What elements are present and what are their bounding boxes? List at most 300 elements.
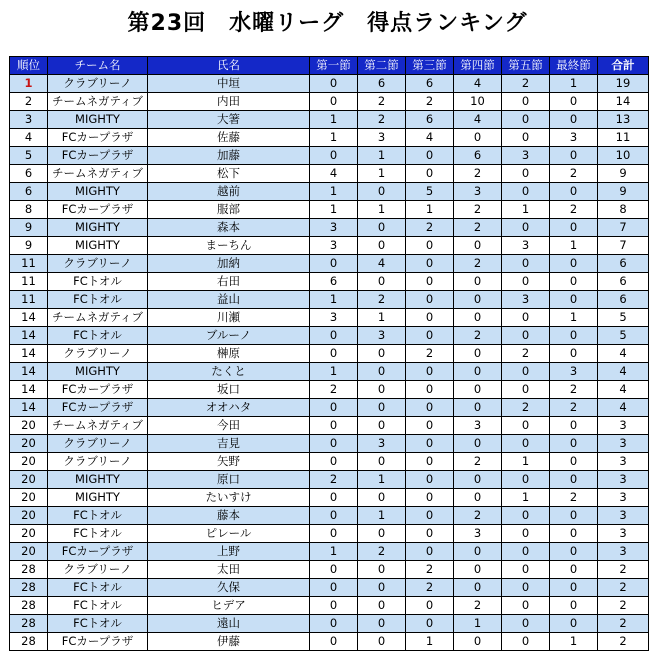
cell-round-4: 3	[454, 417, 502, 435]
cell-final-round: 0	[550, 183, 598, 201]
cell-round-3: 0	[406, 615, 454, 633]
cell-final-round: 1	[550, 237, 598, 255]
cell-round-3: 2	[406, 579, 454, 597]
cell-final-round: 0	[550, 453, 598, 471]
cell-round-3: 0	[406, 165, 454, 183]
cell-total: 3	[598, 543, 649, 561]
cell-round-5: 0	[502, 183, 550, 201]
cell-team: FCトオル	[48, 507, 148, 525]
cell-team: FCカープラザ	[48, 147, 148, 165]
cell-player: 太田	[148, 561, 310, 579]
table-row	[10, 399, 649, 417]
cell-round-2: 0	[358, 237, 406, 255]
cell-round-1: 0	[310, 327, 358, 345]
cell-final-round: 2	[550, 165, 598, 183]
cell-total: 11	[598, 129, 649, 147]
cell-round-4: 0	[454, 471, 502, 489]
cell-rank: 11	[10, 255, 48, 273]
cell-round-1: 1	[310, 111, 358, 129]
cell-round-4: 0	[454, 309, 502, 327]
cell-player: 右田	[148, 273, 310, 291]
cell-round-2: 1	[358, 309, 406, 327]
header-round-5: 第五節	[502, 57, 550, 75]
cell-round-5: 0	[502, 273, 550, 291]
cell-rank: 28	[10, 561, 48, 579]
cell-round-3: 2	[406, 561, 454, 579]
cell-player: 服部	[148, 201, 310, 219]
cell-round-1: 0	[310, 507, 358, 525]
cell-round-3: 0	[406, 417, 454, 435]
cell-team: FCトオル	[48, 273, 148, 291]
table-row	[10, 255, 649, 273]
table-row	[10, 615, 649, 633]
cell-round-4: 0	[454, 273, 502, 291]
cell-team: FCカープラザ	[48, 399, 148, 417]
cell-round-5: 3	[502, 291, 550, 309]
cell-team: FCカープラザ	[48, 381, 148, 399]
cell-round-3: 1	[406, 633, 454, 651]
table-row	[10, 417, 649, 435]
cell-round-1: 4	[310, 165, 358, 183]
cell-team: チームネガティブ	[48, 93, 148, 111]
cell-round-2: 2	[358, 543, 406, 561]
cell-final-round: 0	[550, 291, 598, 309]
table-row	[10, 597, 649, 615]
ranking-table	[9, 56, 649, 651]
cell-round-1: 0	[310, 147, 358, 165]
cell-round-1: 1	[310, 291, 358, 309]
cell-final-round: 0	[550, 597, 598, 615]
cell-rank: 14	[10, 363, 48, 381]
cell-final-round: 1	[550, 309, 598, 327]
table-row	[10, 453, 649, 471]
cell-team: FCカープラザ	[48, 129, 148, 147]
cell-round-4: 0	[454, 381, 502, 399]
cell-final-round: 0	[550, 525, 598, 543]
cell-round-1: 0	[310, 255, 358, 273]
cell-player: ブルーノ	[148, 327, 310, 345]
cell-player: ヒデア	[148, 597, 310, 615]
cell-round-3: 6	[406, 75, 454, 93]
cell-round-3: 1	[406, 201, 454, 219]
cell-round-1: 1	[310, 201, 358, 219]
cell-rank: 9	[10, 219, 48, 237]
table-row	[10, 471, 649, 489]
cell-round-2: 0	[358, 561, 406, 579]
header-total: 合計	[598, 57, 649, 75]
cell-round-5: 0	[502, 507, 550, 525]
cell-round-4: 0	[454, 489, 502, 507]
cell-rank: 6	[10, 183, 48, 201]
cell-total: 6	[598, 273, 649, 291]
cell-round-5: 0	[502, 525, 550, 543]
table-row	[10, 273, 649, 291]
cell-rank: 1	[10, 75, 48, 93]
cell-rank: 20	[10, 507, 48, 525]
cell-round-5: 0	[502, 255, 550, 273]
cell-round-3: 6	[406, 111, 454, 129]
cell-player: 加藤	[148, 147, 310, 165]
table-row	[10, 237, 649, 255]
cell-round-5: 0	[502, 219, 550, 237]
cell-round-3: 0	[406, 453, 454, 471]
cell-round-1: 3	[310, 309, 358, 327]
cell-team: FCカープラザ	[48, 201, 148, 219]
cell-round-3: 0	[406, 399, 454, 417]
cell-round-2: 0	[358, 453, 406, 471]
cell-rank: 20	[10, 435, 48, 453]
table-row	[10, 75, 649, 93]
cell-round-3: 0	[406, 489, 454, 507]
cell-round-1: 0	[310, 453, 358, 471]
cell-team: MIGHTY	[48, 489, 148, 507]
header-team: チーム名	[48, 57, 148, 75]
cell-round-2: 0	[358, 525, 406, 543]
cell-round-1: 0	[310, 489, 358, 507]
cell-team: MIGHTY	[48, 237, 148, 255]
cell-player: 松下	[148, 165, 310, 183]
cell-round-3: 0	[406, 507, 454, 525]
cell-round-2: 0	[358, 273, 406, 291]
cell-team: MIGHTY	[48, 471, 148, 489]
cell-rank: 28	[10, 579, 48, 597]
cell-round-2: 1	[358, 147, 406, 165]
cell-round-4: 0	[454, 633, 502, 651]
cell-final-round: 0	[550, 111, 598, 129]
cell-rank: 20	[10, 543, 48, 561]
cell-player: 今田	[148, 417, 310, 435]
cell-rank: 14	[10, 381, 48, 399]
cell-round-3: 2	[406, 219, 454, 237]
cell-round-2: 6	[358, 75, 406, 93]
cell-round-1: 0	[310, 435, 358, 453]
table-row	[10, 183, 649, 201]
table-row	[10, 579, 649, 597]
cell-rank: 28	[10, 615, 48, 633]
cell-final-round: 0	[550, 561, 598, 579]
cell-round-1: 0	[310, 561, 358, 579]
cell-final-round: 3	[550, 129, 598, 147]
cell-rank: 8	[10, 201, 48, 219]
cell-total: 5	[598, 309, 649, 327]
cell-round-3: 0	[406, 597, 454, 615]
cell-final-round: 0	[550, 327, 598, 345]
cell-team: FCトオル	[48, 579, 148, 597]
cell-round-5: 0	[502, 615, 550, 633]
table-row	[10, 129, 649, 147]
cell-round-4: 2	[454, 219, 502, 237]
cell-round-1: 0	[310, 579, 358, 597]
cell-total: 6	[598, 291, 649, 309]
cell-round-1: 1	[310, 183, 358, 201]
cell-round-4: 0	[454, 237, 502, 255]
cell-final-round: 0	[550, 417, 598, 435]
header-round-2: 第二節	[358, 57, 406, 75]
cell-team: FCトオル	[48, 291, 148, 309]
cell-rank: 20	[10, 453, 48, 471]
cell-round-2: 1	[358, 165, 406, 183]
cell-round-3: 0	[406, 435, 454, 453]
cell-team: クラブリーノ	[48, 435, 148, 453]
cell-round-4: 2	[454, 255, 502, 273]
cell-round-3: 0	[406, 543, 454, 561]
cell-total: 2	[598, 633, 649, 651]
cell-round-5: 0	[502, 129, 550, 147]
cell-round-3: 0	[406, 237, 454, 255]
cell-team: クラブリーノ	[48, 453, 148, 471]
cell-final-round: 0	[550, 219, 598, 237]
cell-rank: 6	[10, 165, 48, 183]
cell-rank: 4	[10, 129, 48, 147]
cell-final-round: 0	[550, 543, 598, 561]
cell-round-1: 3	[310, 237, 358, 255]
cell-total: 8	[598, 201, 649, 219]
cell-team: クラブリーノ	[48, 561, 148, 579]
cell-player: 益山	[148, 291, 310, 309]
cell-round-4: 0	[454, 129, 502, 147]
cell-round-3: 0	[406, 309, 454, 327]
cell-round-4: 3	[454, 525, 502, 543]
cell-round-1: 0	[310, 93, 358, 111]
cell-total: 5	[598, 327, 649, 345]
cell-player: 中垣	[148, 75, 310, 93]
cell-team: クラブリーノ	[48, 75, 148, 93]
cell-round-2: 0	[358, 345, 406, 363]
cell-rank: 28	[10, 597, 48, 615]
table-row	[10, 93, 649, 111]
cell-round-5: 0	[502, 165, 550, 183]
cell-round-5: 0	[502, 111, 550, 129]
table-row	[10, 165, 649, 183]
cell-round-2: 0	[358, 363, 406, 381]
cell-round-1: 3	[310, 219, 358, 237]
cell-player: 榊原	[148, 345, 310, 363]
cell-round-1: 0	[310, 75, 358, 93]
header-round-3: 第三節	[406, 57, 454, 75]
cell-round-3: 0	[406, 255, 454, 273]
cell-total: 6	[598, 255, 649, 273]
cell-final-round: 1	[550, 633, 598, 651]
cell-final-round: 0	[550, 273, 598, 291]
cell-total: 3	[598, 471, 649, 489]
cell-round-1: 0	[310, 633, 358, 651]
cell-team: FCトオル	[48, 615, 148, 633]
cell-round-3: 0	[406, 471, 454, 489]
cell-round-4: 0	[454, 543, 502, 561]
cell-round-2: 0	[358, 633, 406, 651]
cell-round-5: 0	[502, 597, 550, 615]
header-round-1: 第一節	[310, 57, 358, 75]
cell-total: 3	[598, 453, 649, 471]
cell-rank: 20	[10, 525, 48, 543]
cell-final-round: 0	[550, 93, 598, 111]
cell-team: MIGHTY	[48, 219, 148, 237]
cell-total: 4	[598, 381, 649, 399]
cell-round-5: 2	[502, 399, 550, 417]
cell-round-5: 0	[502, 561, 550, 579]
page-title: 第23回 水曜リーグ 得点ランキング	[127, 11, 528, 36]
cell-round-5: 0	[502, 309, 550, 327]
cell-player: 矢野	[148, 453, 310, 471]
cell-total: 9	[598, 183, 649, 201]
cell-rank: 2	[10, 93, 48, 111]
header-final-round: 最終節	[550, 57, 598, 75]
cell-total: 7	[598, 219, 649, 237]
cell-total: 7	[598, 237, 649, 255]
cell-round-2: 0	[358, 489, 406, 507]
cell-round-4: 0	[454, 363, 502, 381]
cell-total: 2	[598, 597, 649, 615]
cell-round-3: 2	[406, 93, 454, 111]
cell-round-4: 0	[454, 561, 502, 579]
cell-round-1: 0	[310, 345, 358, 363]
cell-player: 久保	[148, 579, 310, 597]
cell-player: 内田	[148, 93, 310, 111]
cell-round-5: 2	[502, 75, 550, 93]
cell-rank: 9	[10, 237, 48, 255]
cell-round-4: 0	[454, 399, 502, 417]
cell-round-4: 4	[454, 111, 502, 129]
cell-final-round: 0	[550, 345, 598, 363]
cell-round-3: 0	[406, 273, 454, 291]
cell-round-2: 1	[358, 201, 406, 219]
cell-player: 原口	[148, 471, 310, 489]
table-row	[10, 147, 649, 165]
cell-round-5: 0	[502, 93, 550, 111]
cell-final-round: 2	[550, 201, 598, 219]
cell-round-2: 0	[358, 219, 406, 237]
cell-team: FCトオル	[48, 597, 148, 615]
table-row	[10, 327, 649, 345]
cell-player: 森本	[148, 219, 310, 237]
cell-rank: 20	[10, 489, 48, 507]
ranking-body	[10, 75, 649, 651]
cell-team: クラブリーノ	[48, 345, 148, 363]
cell-rank: 5	[10, 147, 48, 165]
cell-player: 川瀬	[148, 309, 310, 327]
cell-round-2: 1	[358, 507, 406, 525]
table-row	[10, 525, 649, 543]
cell-round-2: 0	[358, 579, 406, 597]
cell-rank: 20	[10, 471, 48, 489]
cell-total: 2	[598, 579, 649, 597]
cell-round-5: 3	[502, 237, 550, 255]
cell-round-2: 0	[358, 615, 406, 633]
cell-player: 越前	[148, 183, 310, 201]
cell-round-2: 0	[358, 183, 406, 201]
cell-rank: 14	[10, 309, 48, 327]
cell-final-round: 0	[550, 147, 598, 165]
cell-round-1: 0	[310, 615, 358, 633]
cell-team: FCトオル	[48, 327, 148, 345]
cell-round-4: 0	[454, 435, 502, 453]
cell-final-round: 0	[550, 255, 598, 273]
cell-player: たいすけ	[148, 489, 310, 507]
cell-final-round: 2	[550, 489, 598, 507]
cell-total: 10	[598, 147, 649, 165]
cell-rank: 11	[10, 273, 48, 291]
cell-player: 佐藤	[148, 129, 310, 147]
cell-round-1: 0	[310, 399, 358, 417]
cell-rank: 20	[10, 417, 48, 435]
cell-player: 藤本	[148, 507, 310, 525]
table-row	[10, 345, 649, 363]
cell-round-3: 0	[406, 381, 454, 399]
cell-team: FCトオル	[48, 525, 148, 543]
cell-round-1: 6	[310, 273, 358, 291]
cell-final-round: 0	[550, 507, 598, 525]
cell-round-4: 0	[454, 579, 502, 597]
cell-total: 13	[598, 111, 649, 129]
cell-round-5: 0	[502, 417, 550, 435]
cell-total: 3	[598, 525, 649, 543]
cell-rank: 14	[10, 345, 48, 363]
cell-team: FCカープラザ	[48, 543, 148, 561]
cell-round-4: 1	[454, 615, 502, 633]
table-row	[10, 507, 649, 525]
cell-total: 19	[598, 75, 649, 93]
table-row	[10, 561, 649, 579]
cell-final-round: 2	[550, 399, 598, 417]
cell-player: オオハタ	[148, 399, 310, 417]
cell-round-5: 0	[502, 435, 550, 453]
table-row	[10, 489, 649, 507]
cell-round-3: 5	[406, 183, 454, 201]
cell-round-3: 0	[406, 363, 454, 381]
cell-round-2: 3	[358, 327, 406, 345]
cell-round-5: 0	[502, 579, 550, 597]
cell-player: 上野	[148, 543, 310, 561]
cell-round-4: 2	[454, 165, 502, 183]
cell-rank: 3	[10, 111, 48, 129]
cell-total: 9	[598, 165, 649, 183]
cell-round-4: 0	[454, 291, 502, 309]
cell-player: 加納	[148, 255, 310, 273]
cell-total: 4	[598, 345, 649, 363]
cell-round-2: 2	[358, 291, 406, 309]
cell-round-2: 1	[358, 471, 406, 489]
cell-rank: 11	[10, 291, 48, 309]
cell-round-1: 2	[310, 471, 358, 489]
cell-round-2: 2	[358, 111, 406, 129]
cell-total: 2	[598, 561, 649, 579]
cell-rank: 14	[10, 399, 48, 417]
cell-round-2: 0	[358, 417, 406, 435]
cell-round-1: 2	[310, 381, 358, 399]
cell-rank: 14	[10, 327, 48, 345]
cell-round-4: 3	[454, 183, 502, 201]
cell-round-1: 0	[310, 597, 358, 615]
cell-round-2: 0	[358, 597, 406, 615]
cell-round-4: 2	[454, 597, 502, 615]
cell-team: MIGHTY	[48, 183, 148, 201]
cell-round-2: 2	[358, 93, 406, 111]
cell-round-4: 2	[454, 201, 502, 219]
cell-round-5: 0	[502, 471, 550, 489]
table-row	[10, 435, 649, 453]
cell-total: 3	[598, 435, 649, 453]
cell-total: 4	[598, 363, 649, 381]
cell-round-2: 3	[358, 129, 406, 147]
cell-team: FCカープラザ	[48, 633, 148, 651]
cell-final-round: 2	[550, 381, 598, 399]
cell-round-2: 4	[358, 255, 406, 273]
cell-round-4: 2	[454, 453, 502, 471]
cell-player: 吉見	[148, 435, 310, 453]
cell-round-5: 1	[502, 201, 550, 219]
cell-round-5: 0	[502, 633, 550, 651]
cell-final-round: 3	[550, 363, 598, 381]
